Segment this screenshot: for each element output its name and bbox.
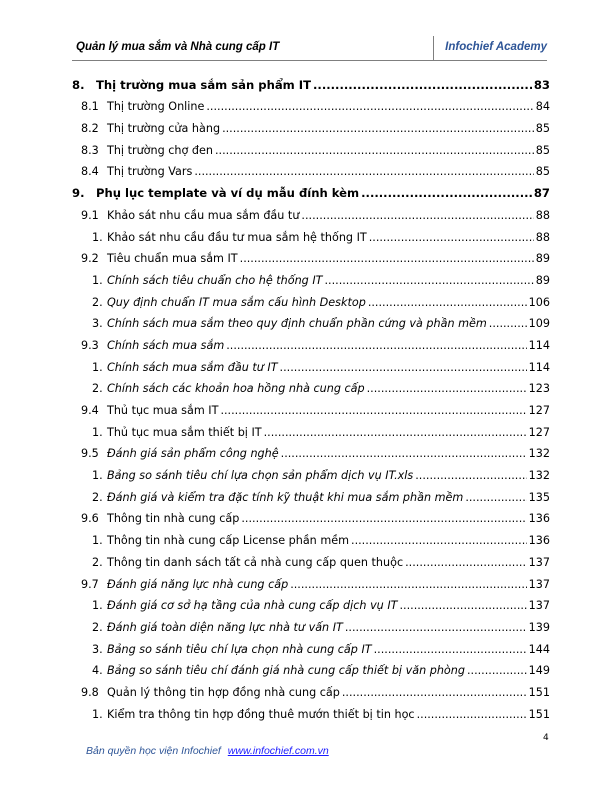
toc-entry-number: 9.4	[81, 404, 99, 417]
toc-entry[interactable]	[72, 656, 550, 678]
toc-entry-number: 1.	[92, 273, 103, 287]
toc-entry-page: 85	[535, 165, 550, 179]
toc-entry-page: 84	[535, 100, 550, 114]
toc-entry[interactable]	[72, 504, 550, 526]
toc-dot-leader	[206, 100, 533, 113]
toc-entry[interactable]	[72, 265, 550, 287]
toc-entry-page: 89	[535, 273, 550, 287]
toc-entry-label: Phụ lục template và ví dụ mẫu đính kèm	[96, 186, 360, 201]
toc-entry-page: 88	[535, 208, 550, 222]
toc-entry-label: Kiểm tra thông tin hợp đồng thuê mướn thiết bị tin học	[107, 707, 415, 721]
toc-entry-number: 8.3	[81, 143, 99, 157]
toc-entry-label: Thị trường Vars	[107, 165, 193, 179]
toc-dot-leader	[241, 512, 526, 525]
toc-entry-number: 9.8	[81, 685, 99, 699]
toc-entry[interactable]	[72, 135, 550, 157]
toc-dot-leader	[351, 534, 527, 547]
toc-entry[interactable]	[72, 547, 550, 569]
toc-entry[interactable]	[72, 612, 550, 634]
toc-entry-number: 1.	[92, 425, 103, 439]
toc-entry-page: 87	[533, 186, 550, 201]
toc-entry-page: 132	[528, 447, 550, 461]
toc-entry-number: 2.	[92, 295, 103, 309]
toc-entry-page: 127	[528, 425, 550, 439]
toc-entry-number: 1.	[92, 534, 103, 548]
toc-entry[interactable]	[72, 92, 550, 114]
toc-entry[interactable]	[72, 244, 550, 266]
toc-entry-label: Đánh giá sản phẩm công nghệ	[107, 447, 279, 461]
toc-entry-number: 9.6	[81, 512, 99, 526]
toc-dot-leader	[280, 361, 527, 374]
toc-entry-number: 1.	[92, 707, 103, 721]
toc-entry-label: Thủ tục mua sắm IT	[107, 404, 219, 417]
toc-entry[interactable]	[72, 352, 550, 374]
toc-entry-label: Bảng so sánh tiêu chí lựa chọn sản phẩm dịch vụ IT.xls	[107, 469, 414, 483]
toc-entry-label: Tiêu chuẩn mua sắm IT	[107, 252, 238, 266]
toc-entry[interactable]	[72, 439, 550, 461]
toc-dot-leader	[345, 621, 527, 634]
toc-entry-label: Chính sách các khoản hoa hồng nhà cung cấp	[107, 382, 365, 396]
table-of-contents	[72, 70, 550, 721]
toc-entry-number: 1.	[92, 599, 103, 613]
toc-dot-leader	[417, 708, 527, 721]
toc-entry-label: Thị trường chợ đen	[107, 143, 213, 157]
toc-entry[interactable]	[72, 525, 550, 547]
toc-entry-number: 1.	[92, 469, 103, 483]
toc-entry-label: Thị trường Online	[107, 100, 205, 114]
toc-entry-number: 3.	[92, 317, 103, 331]
toc-entry-page: 89	[535, 252, 550, 266]
toc-dot-leader	[405, 556, 527, 569]
toc-entry-number: 2.	[92, 490, 103, 504]
toc-entry-number: 9.3	[81, 338, 99, 352]
toc-entry-label: Bảng so sánh tiêu chí đánh giá nhà cung cấp thiết bị văn phòng	[107, 664, 465, 678]
toc-entry-label: Đánh giá cơ sở hạ tầng của nhà cung cấp dịch vụ IT	[107, 599, 398, 613]
toc-dot-leader	[367, 382, 527, 395]
toc-entry-number: 8.4	[81, 165, 99, 179]
toc-entry-number: 3.	[92, 642, 103, 656]
toc-entry[interactable]	[72, 417, 550, 439]
toc-entry-number: 9.1	[81, 208, 99, 222]
toc-entry-page: 137	[528, 599, 550, 613]
toc-entry[interactable]	[72, 634, 550, 656]
toc-entry[interactable]	[72, 374, 550, 396]
toc-dot-leader	[467, 664, 527, 677]
toc-entry-page: 123	[528, 382, 550, 396]
toc-dot-leader	[240, 252, 534, 265]
header-brand: Infochief Academy	[445, 41, 547, 53]
toc-entry-label: Thủ tục mua sắm thiết bị IT	[107, 425, 262, 439]
toc-dot-leader	[361, 186, 532, 200]
toc-entry-number: 8.1	[81, 100, 99, 114]
toc-entry-page: 144	[528, 642, 550, 656]
header-divider	[433, 36, 434, 60]
toc-entry-label: Khảo sát nhu cầu đầu tư mua sắm hệ thống IT	[107, 230, 367, 244]
toc-dot-leader	[194, 165, 533, 178]
toc-entry-page: 109	[528, 317, 550, 331]
toc-entry[interactable]	[72, 569, 550, 591]
toc-entry[interactable]	[72, 113, 550, 135]
toc-entry[interactable]	[72, 395, 550, 417]
toc-entry-page: 139	[528, 620, 550, 634]
page-number: 4	[543, 733, 549, 743]
toc-entry-page: 137	[528, 577, 550, 591]
toc-entry-page: 106	[528, 295, 550, 309]
toc-entry-number: 2.	[92, 555, 103, 569]
toc-entry-label: Chính sách mua sắm theo quy định chuẩn phần cứng và phần mềm	[107, 317, 487, 331]
toc-entry-label: Bảng so sánh tiêu chí lựa chọn nhà cung cấp IT	[107, 642, 372, 656]
toc-entry[interactable]	[72, 330, 550, 352]
toc-dot-leader	[399, 599, 526, 612]
toc-entry[interactable]	[72, 178, 550, 200]
footer-website-link[interactable]: www.infochief.com.vn	[227, 745, 329, 757]
toc-entry-page: 136	[528, 534, 550, 548]
toc-dot-leader	[374, 643, 527, 656]
toc-entry[interactable]	[72, 677, 550, 699]
toc-entry-page: 88	[535, 230, 550, 244]
toc-entry-page: 85	[535, 143, 550, 157]
toc-entry-label: Thị trường mua sắm sản phẩm IT	[96, 77, 312, 92]
toc-entry[interactable]	[72, 157, 550, 179]
toc-entry-number: 8.	[72, 77, 85, 92]
toc-dot-leader	[281, 447, 527, 460]
header-title: Quản lý mua sắm và Nhà cung cấp IT	[76, 41, 280, 53]
toc-entry-page: 85	[535, 122, 550, 136]
toc-entry-number: 9.5	[81, 447, 99, 461]
toc-entry-page: 132	[528, 469, 550, 483]
toc-entry-number: 9.7	[81, 577, 99, 591]
toc-entry-label: Quản lý thông tin hợp đồng nhà cung cấp	[107, 685, 340, 699]
toc-entry-page: 137	[528, 555, 550, 569]
toc-entry-page: 135	[528, 490, 550, 504]
page-header	[72, 32, 547, 61]
toc-entry-page: 151	[528, 685, 550, 699]
toc-dot-leader	[324, 274, 533, 287]
toc-entry-label: Đánh giá toàn diện năng lực nhà tư vấn IT	[107, 620, 343, 634]
toc-entry-page: 149	[528, 664, 550, 678]
toc-dot-leader	[465, 491, 526, 504]
toc-entry[interactable]	[72, 200, 550, 222]
toc-entry-label: Chính sách mua sắm đầu tư IT	[107, 360, 278, 374]
toc-entry-page: 136	[528, 512, 550, 526]
toc-dot-leader	[220, 404, 526, 417]
footer-copyright: Bản quyền học viện Infochief	[86, 745, 221, 757]
toc-entry-number: 8.2	[81, 122, 99, 136]
toc-dot-leader	[489, 317, 527, 330]
toc-dot-leader	[368, 296, 527, 309]
toc-entry-number: 1.	[92, 230, 103, 244]
toc-entry-label: Chính sách mua sắm	[107, 338, 225, 352]
toc-dot-leader	[290, 578, 526, 591]
toc-entry[interactable]	[72, 70, 550, 92]
toc-dot-leader	[226, 339, 526, 352]
toc-entry[interactable]	[72, 287, 550, 309]
toc-dot-leader	[222, 122, 534, 135]
toc-dot-leader	[215, 144, 534, 157]
toc-entry-label: Thông tin nhà cung cấp	[107, 512, 240, 526]
toc-dot-leader	[342, 686, 527, 699]
toc-entry[interactable]	[72, 460, 550, 482]
toc-dot-leader	[369, 231, 534, 244]
toc-entry-number: 4.	[92, 664, 103, 678]
toc-entry-label: Khảo sát nhu cầu mua sắm đầu tư	[107, 208, 300, 222]
toc-entry-number: 1.	[92, 360, 103, 374]
toc-entry-page: 127	[528, 404, 550, 417]
toc-dot-leader	[415, 469, 526, 482]
toc-entry-page: 83	[533, 77, 550, 92]
toc-entry[interactable]	[72, 591, 550, 613]
toc-entry-number: 9.2	[81, 252, 99, 266]
toc-entry-label: Đánh giá năng lực nhà cung cấp	[107, 577, 289, 591]
toc-entry-page: 114	[528, 360, 550, 374]
toc-entry-number: 9.	[72, 186, 85, 201]
toc-entry[interactable]	[72, 699, 550, 721]
page-footer	[86, 745, 329, 757]
toc-entry-page: 114	[528, 338, 550, 352]
toc-entry-label: Đánh giá và kiểm tra đặc tính kỹ thuật khi mua sắm phần mềm	[107, 490, 464, 504]
toc-entry[interactable]	[72, 482, 550, 504]
toc-entry-label: Thị trường cửa hàng	[107, 122, 221, 136]
toc-entry-page: 151	[528, 707, 550, 721]
toc-entry[interactable]	[72, 222, 550, 244]
toc-entry[interactable]	[72, 309, 550, 331]
toc-entry-label: Thông tin nhà cung cấp License phần mềm	[107, 534, 350, 548]
toc-entry-label: Thông tin danh sách tất cả nhà cung cấp quen thuộc	[107, 555, 404, 569]
toc-dot-leader	[264, 426, 527, 439]
toc-dot-leader	[301, 209, 533, 222]
toc-dot-leader	[313, 78, 532, 92]
toc-entry-number: 2.	[92, 382, 103, 396]
toc-entry-label: Quy định chuẩn IT mua sắm cấu hình Desktop	[107, 295, 366, 309]
toc-entry-number: 2.	[92, 620, 103, 634]
toc-entry-label: Chính sách tiêu chuẩn cho hệ thống IT	[107, 273, 323, 287]
